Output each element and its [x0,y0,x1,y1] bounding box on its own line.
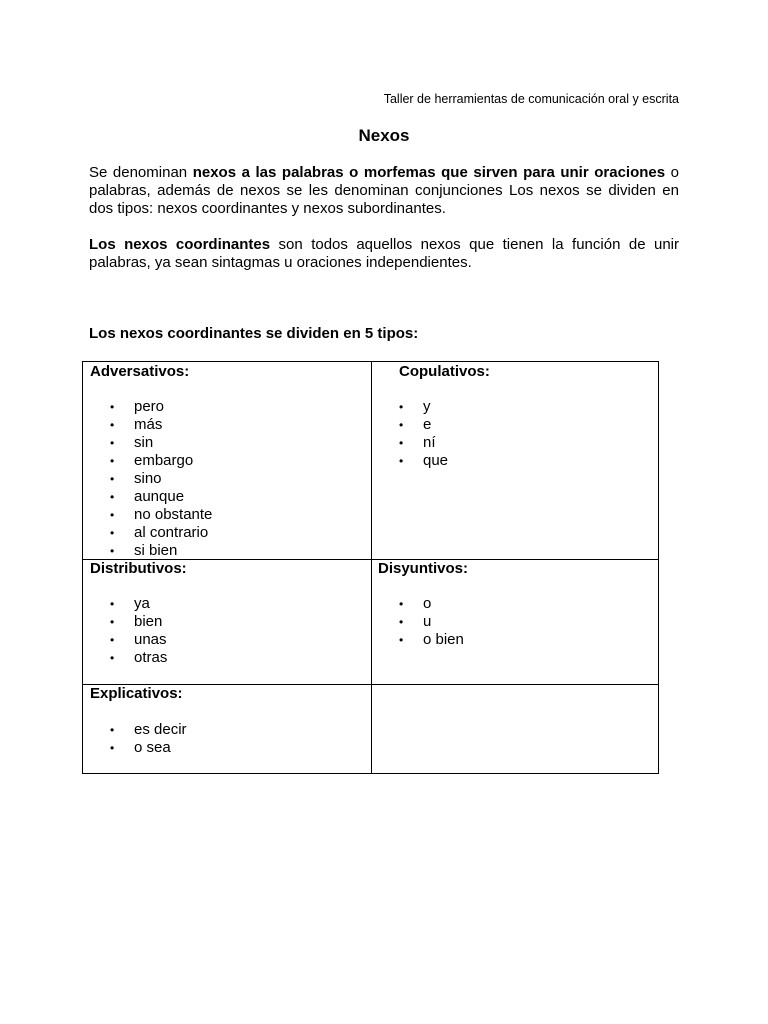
intro-definition: nexos a las palabras o morfemas que sirven para unir oraciones [192,164,666,181]
bullet-icon: • [399,597,404,611]
list-item [399,631,464,649]
list-item [110,542,212,560]
list-item-label: o bien [423,631,464,648]
bullet-icon: • [399,454,404,468]
adversativos-heading: Adversativos: [90,363,190,380]
bullet-icon: • [110,741,115,755]
bullet-icon: • [110,400,115,414]
list-item-label: es decir [134,721,187,738]
list-item [110,631,167,649]
list-item [399,434,448,452]
distributivos-list [110,595,167,667]
bullet-icon: • [110,490,115,504]
course-header: Taller de herramientas de comunicación oral y escrita [383,92,679,106]
list-item [110,416,212,434]
nexos-table [82,361,659,774]
bullet-icon: • [110,615,115,629]
bullet-icon: • [110,723,115,737]
bullet-icon: • [110,436,115,450]
coordinantes-term: Los nexos coordinantes [89,236,271,253]
list-item [110,721,187,739]
list-item-label: si bien [134,542,178,559]
bullet-icon: • [110,633,115,647]
list-item-label: e [423,416,432,433]
list-item-label: ní [423,434,436,451]
list-item-label: más [134,416,163,433]
coordinantes-definition: son todos aquellos nexos que tienen la función de unir palabras, ya sean sintagmas u oraciones independientes. [89,236,680,271]
list-item [110,613,167,631]
bullet-icon: • [399,400,404,414]
disyuntivos-heading: Disyuntivos: [378,560,469,577]
intro-paragraph [89,164,679,218]
list-item-label: o [423,595,432,612]
copulativos-heading: Copulativos: [399,363,490,380]
list-item [399,613,464,631]
bullet-icon: • [110,454,115,468]
list-item-label: bien [134,613,163,630]
list-item [110,524,212,542]
list-item [110,739,187,757]
bullet-icon: • [110,526,115,540]
intro-lead: Se denominan [89,164,193,181]
table-column-divider [371,362,372,773]
bullet-icon: • [110,418,115,432]
section-subtitle: Los nexos coordinantes se dividen en 5 tipos: [89,325,419,342]
list-item [110,434,212,452]
list-item [399,398,448,416]
list-item [399,595,464,613]
list-item [110,488,212,506]
coordinantes-paragraph [89,236,679,272]
list-item-label: sin [134,434,154,451]
list-item [110,452,212,470]
list-item [110,398,212,416]
list-item-label: u [423,613,432,630]
list-item-label: sino [134,470,162,487]
explicativos-heading: Explicativos: [90,685,183,702]
list-item-label: aunque [134,488,185,505]
copulativos-list [399,398,448,470]
list-item-label: ya [134,595,150,612]
list-item-label: otras [134,649,168,666]
list-item [110,506,212,524]
list-item-label: o sea [134,739,171,756]
list-item-label: al contrario [134,524,209,541]
bullet-icon: • [399,633,404,647]
distributivos-heading: Distributivos: [90,560,187,577]
bullet-icon: • [110,597,115,611]
list-item-label: pero [134,398,165,415]
list-item [110,470,212,488]
bullet-icon: • [399,436,404,450]
list-item [110,595,167,613]
bullet-icon: • [110,472,115,486]
adversativos-list [110,398,212,560]
list-item-label: no obstante [134,506,213,523]
disyuntivos-list [399,595,464,649]
bullet-icon: • [110,508,115,522]
bullet-icon: • [110,544,115,558]
page-title: Nexos [358,126,410,145]
bullet-icon: • [399,418,404,432]
intro-rest: o palabras, además de nexos se les denominan conjunciones Los nexos se dividen en dos tipos: nexos coordinantes y nexos subordinantes. [89,164,679,217]
list-item [110,649,167,667]
list-item-label: unas [134,631,167,648]
bullet-icon: • [399,615,404,629]
bullet-icon: • [110,651,115,665]
explicativos-list [110,721,187,757]
list-item-label: y [423,398,431,415]
list-item-label: embargo [134,452,194,469]
list-item [399,416,448,434]
list-item-label: que [423,452,449,469]
list-item [399,452,448,470]
